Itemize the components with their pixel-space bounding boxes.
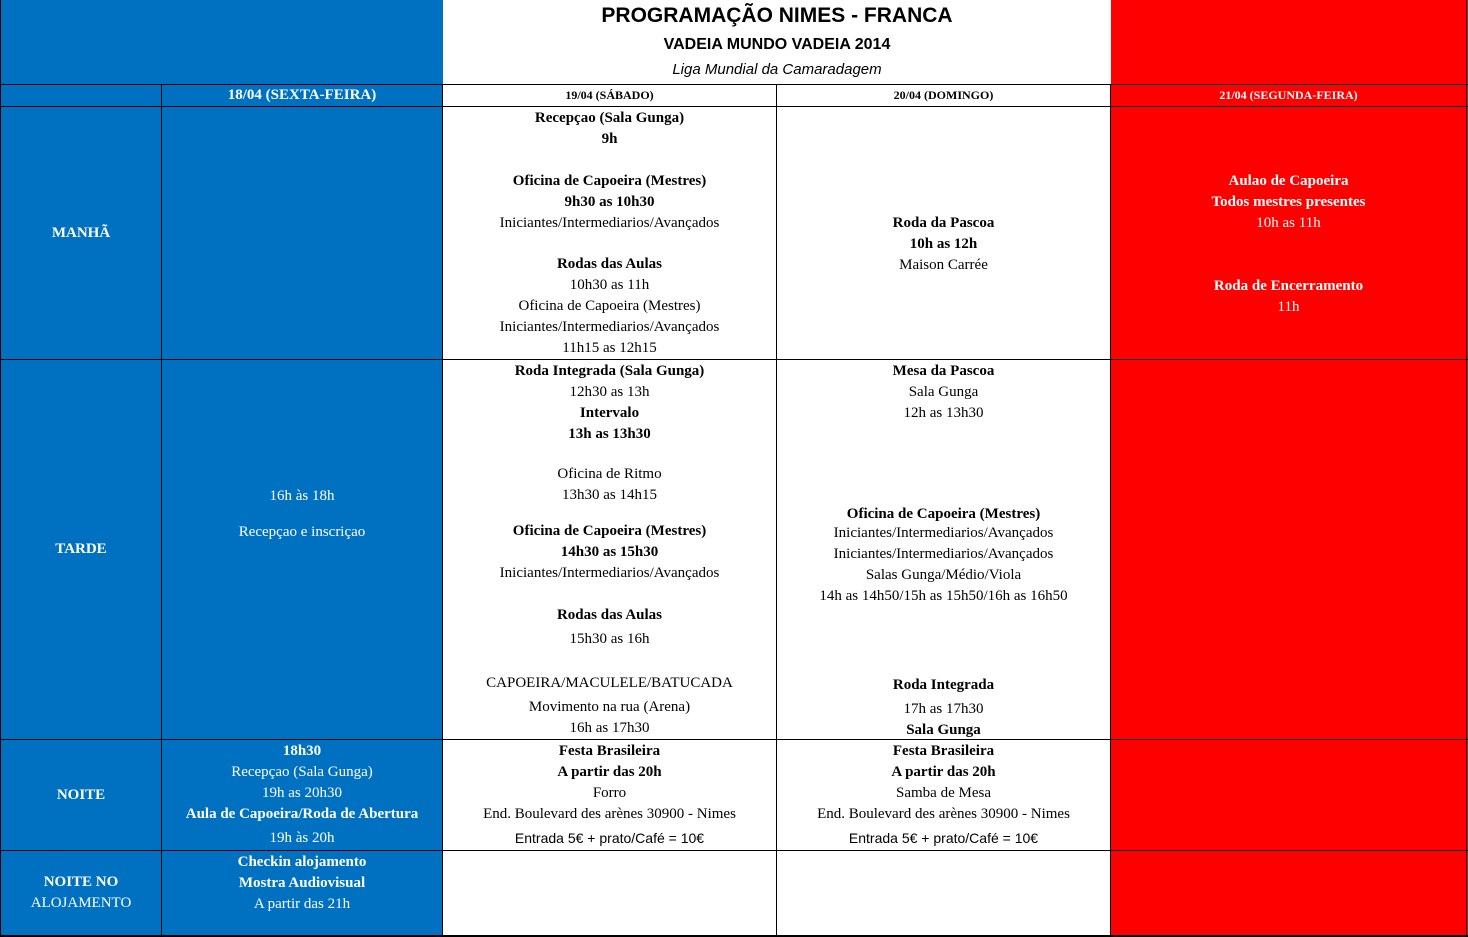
list-item: Oficina de Capoeira (Mestres)	[846, 506, 1041, 522]
list-item: Recepçao (Sala Gunga)	[231, 764, 373, 780]
list-item: 10h30 as 11h	[569, 277, 650, 293]
list-item: 17h as 17h30	[903, 701, 984, 717]
list-item: 11h	[1277, 299, 1300, 315]
list-item: Recepçao (Sala Gunga)	[534, 110, 685, 126]
list-item: 13h30 as 14h15	[562, 487, 657, 503]
list-item: Roda Integrada	[892, 677, 995, 693]
page-title: PROGRAMAÇÃO NIMES - FRANCA	[601, 4, 953, 27]
list-item: Roda Integrada (Sala Gunga)	[514, 363, 705, 379]
list-item: 10h as 11h	[1256, 215, 1321, 231]
list-item: Checkin alojamento	[237, 854, 367, 870]
list-item: Sala Gunga	[908, 384, 979, 400]
list-item: Iniciantes/Intermediarios/Avançados	[499, 565, 720, 581]
list-item: Salas Gunga/Médio/Viola	[865, 567, 1022, 583]
alojamento-friday-cell	[162, 851, 442, 935]
period-manha-text: MANHÃ	[51, 224, 111, 241]
list-item: Recepçao e inscriçao	[238, 524, 366, 540]
list-item: Mesa da Pascoa	[892, 363, 995, 379]
day-header-sunday: 20/04 (DOMINGO)	[893, 88, 994, 102]
list-item: 18h30	[282, 743, 322, 759]
list-item: Rodas das Aulas	[556, 607, 663, 623]
list-item: 16h as 17h30	[569, 720, 650, 736]
day-header-saturday: 19/04 (SÁBADO)	[565, 88, 654, 102]
list-item: Iniciantes/Intermediarios/Avançados	[499, 214, 720, 231]
period-noite-text: NOITE	[56, 786, 106, 803]
period-label-noite-alojamento	[1, 851, 161, 935]
list-item: End. Boulevard des arènes 30900 - Nimes	[483, 806, 736, 822]
list-item: A partir das 20h	[891, 764, 996, 780]
list-item: Movimento na rua (Arena)	[528, 699, 691, 715]
period-noite-alo-line2: ALOJAMENTO	[30, 895, 132, 911]
page-header	[443, 0, 1111, 85]
list-item: Oficina de Ritmo	[557, 466, 662, 482]
list-item: Forro	[592, 785, 627, 801]
period-label-tarde	[1, 360, 161, 739]
period-noite-alo-line1: NOITE NO	[43, 874, 119, 890]
list-item: Aulao de Capoeira	[1228, 173, 1349, 189]
day-header-monday: 21/04 (SEGUNDA-FEIRA)	[1219, 88, 1358, 102]
noite-friday-cell	[162, 740, 442, 850]
list-item: 14h as 14h50/15h as 15h50/16h as 16h50	[819, 588, 1068, 604]
list-item: 9h30 as 10h30	[564, 193, 655, 210]
manha-saturday-cell	[443, 107, 776, 359]
list-item: 12h30 as 13h	[569, 384, 650, 400]
list-item: Intervalo	[579, 405, 640, 421]
list-item: Sala Gunga	[906, 722, 981, 738]
list-item: A partir das 21h	[253, 896, 351, 912]
period-label-noite	[1, 740, 161, 850]
list-item: Oficina de Capoeira (Mestres)	[512, 172, 707, 189]
list-item: Iniciantes/Intermediarios/Avançados	[833, 525, 1054, 541]
manha-sunday-cell	[777, 107, 1110, 359]
list-item: 10h as 12h	[909, 236, 978, 252]
list-item: 19h as 20h30	[262, 785, 342, 801]
tarde-sunday-cell	[777, 360, 1110, 739]
list-item: End. Boulevard des arènes 30900 - Nimes	[817, 806, 1070, 822]
list-item: 11h15 as 12h15	[562, 340, 657, 356]
list-item: Oficina de Capoeira (Mestres)	[512, 523, 707, 539]
list-item: 9h	[601, 131, 618, 147]
noite-sunday-cell	[777, 740, 1110, 850]
list-item: Iniciantes/Intermediarios/Avançados	[499, 319, 720, 335]
list-item: 19h às 20h	[269, 830, 335, 846]
list-item: Festa Brasileira	[558, 743, 661, 759]
tarde-friday-cell	[162, 360, 442, 739]
list-item: Mostra Audiovisual	[238, 875, 366, 891]
list-item: 14h30 as 15h30	[560, 544, 659, 560]
list-item: 13h as 13h30	[568, 426, 651, 442]
list-item: Samba de Mesa	[896, 785, 991, 801]
list-item: Maison Carrée	[899, 257, 988, 273]
list-item: Entrada 5€ + prato/Café = 10€	[514, 830, 705, 846]
grid-line	[1466, 0, 1467, 937]
page-tagline: Liga Mundial da Camaradagem	[672, 61, 882, 78]
list-item: Aula de Capoeira/Roda de Abertura	[185, 806, 419, 822]
list-item: Roda de Encerramento	[1213, 278, 1364, 294]
page-subtitle: VADEIA MUNDO VADEIA 2014	[663, 36, 891, 53]
day-header-friday: 18/04 (SEXTA-FEIRA)	[227, 87, 377, 103]
list-item: 12h as 13h30	[903, 405, 984, 421]
tarde-saturday-cell	[443, 360, 776, 739]
list-item: Festa Brasileira	[892, 743, 995, 759]
list-item: Todos mestres presentes	[1211, 194, 1366, 210]
manha-monday-cell	[1111, 107, 1466, 359]
list-item: Iniciantes/Intermediarios/Avançados	[833, 546, 1054, 562]
period-label-manha	[1, 107, 161, 359]
list-item: 15h30 as 16h	[569, 631, 650, 647]
list-item: A partir das 20h	[557, 764, 662, 780]
list-item: CAPOEIRA/MACULELE/BATUCADA	[486, 675, 733, 691]
list-item: Rodas das Aulas	[556, 256, 663, 272]
list-item: Oficina de Capoeira (Mestres)	[518, 298, 701, 314]
period-tarde-text: TARDE	[55, 541, 107, 557]
list-item: 16h às 18h	[269, 488, 335, 504]
noite-saturday-cell	[443, 740, 776, 850]
list-item: Roda da Pascoa	[892, 215, 995, 231]
list-item: Entrada 5€ + prato/Café = 10€	[848, 830, 1039, 846]
